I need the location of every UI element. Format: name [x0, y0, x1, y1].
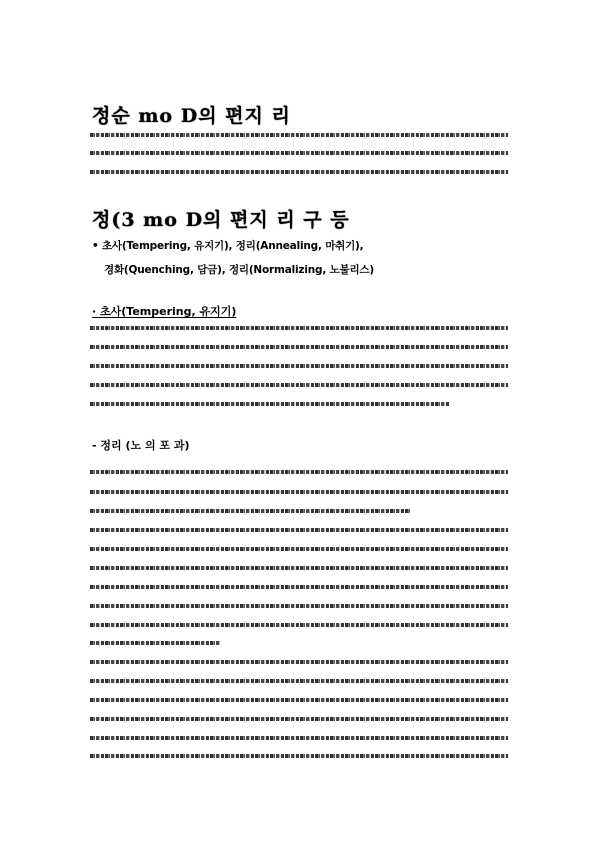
section2-title: 정(3 mo D의 편지 리 구 등 [92, 209, 350, 231]
subsection2-title: - 정리 (노 의 포 과) [92, 439, 190, 452]
bullet-line-1: • 초사(Tempering, 유지기), 정리(Annealing, 마취기), [92, 240, 364, 252]
section1-title: 정순 mo D의 편지 리 [92, 105, 291, 127]
bullet-line-2: 경화(Quenching, 담금), 정리(Normalizing, 노불리스) [104, 264, 374, 276]
subsection1-title: · 초사(Tempering, 유지기) [92, 305, 237, 318]
